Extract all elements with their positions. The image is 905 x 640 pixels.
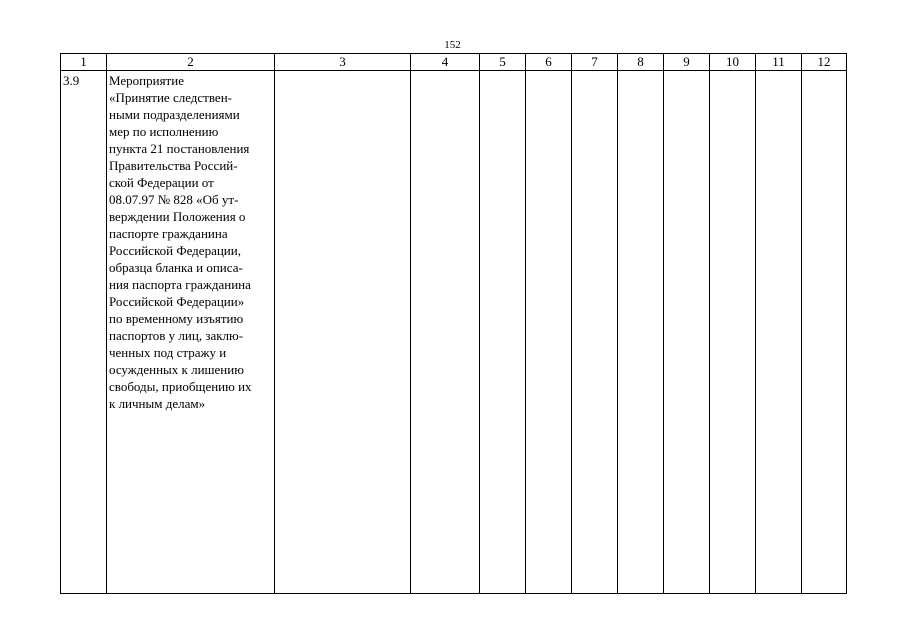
description-line: по временному изъятию: [109, 311, 244, 326]
column-number-cell: 6: [526, 54, 572, 71]
description-line: ской Федерации от: [109, 175, 214, 190]
description-line: мер по исполнению: [109, 124, 219, 139]
empty-cell: [802, 71, 847, 594]
column-number-cell: 11: [756, 54, 802, 71]
description-line: паспортов у лиц, заклю-: [109, 328, 244, 343]
empty-cell: [480, 71, 526, 594]
column-number-row: [61, 54, 847, 71]
description-line: осужденных к лишению: [109, 362, 244, 377]
description-line: пункта 21 постановления: [109, 141, 250, 156]
page-number: 152: [444, 39, 461, 51]
column-number-cell: 9: [664, 54, 710, 71]
empty-cell: [411, 71, 480, 594]
empty-cell: [756, 71, 802, 594]
description-line: Правительства Россий-: [109, 158, 238, 173]
description-line: к личным делам»: [109, 396, 206, 411]
column-number-cell: 3: [275, 54, 411, 71]
column-number-cell: 5: [480, 54, 526, 71]
empty-cell: [526, 71, 572, 594]
table-row: [61, 71, 847, 594]
column-number-cell: 8: [618, 54, 664, 71]
column-number-cell: 7: [572, 54, 618, 71]
column-number-cell: 10: [710, 54, 756, 71]
column-number-cell: 12: [802, 54, 847, 71]
column-number-cell: 2: [107, 54, 275, 71]
empty-cell: [618, 71, 664, 594]
description-line: ченных под стражу и: [109, 345, 227, 360]
measure-description-cell: [107, 71, 275, 594]
empty-cell: [664, 71, 710, 594]
empty-cell: [710, 71, 756, 594]
description-line: Российской Федерации,: [109, 243, 241, 258]
empty-cell: [275, 71, 411, 594]
description-line: верждении Положения о: [109, 209, 246, 224]
description-line: Мероприятие: [109, 73, 184, 88]
description-line: свободы, приобщению их: [109, 379, 252, 394]
empty-cell: [572, 71, 618, 594]
description-line: 08.07.97 № 828 «Об ут-: [109, 192, 239, 207]
document-table: [60, 53, 847, 594]
description-line: ния паспорта гражданина: [109, 277, 251, 292]
description-line: «Принятие следствен-: [109, 90, 232, 105]
column-number-cell: 1: [61, 54, 107, 71]
column-number-cell: 4: [411, 54, 480, 71]
description-line: паспорте гражданина: [109, 226, 228, 241]
description-line: образца бланка и описа-: [109, 260, 243, 275]
description-line: Российской Федерации»: [109, 294, 245, 309]
row-number-cell: 3.9: [61, 71, 107, 594]
description-line: ными подразделениями: [109, 107, 240, 122]
